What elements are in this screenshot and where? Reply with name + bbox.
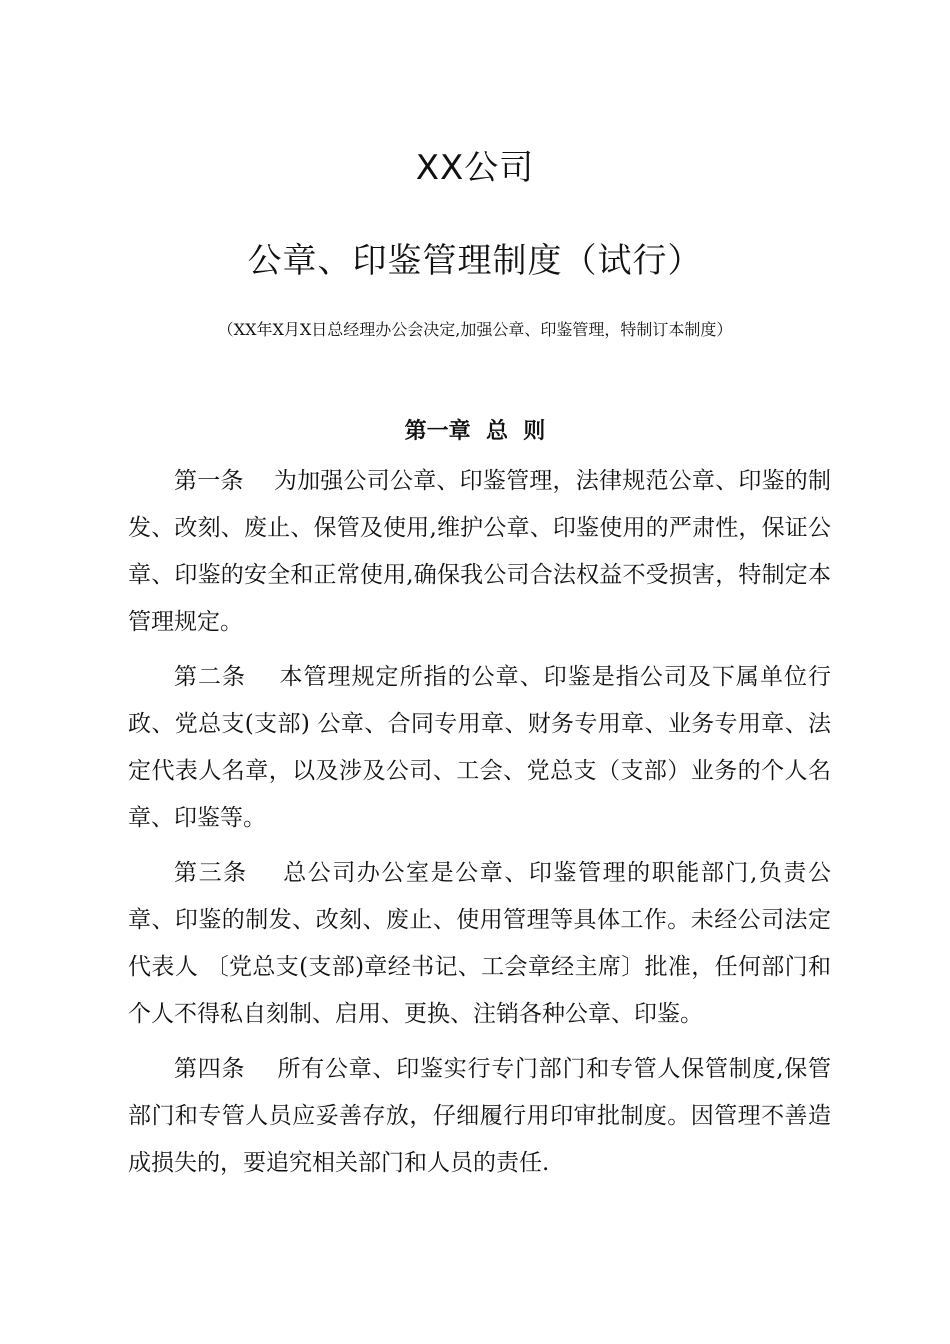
article-text: 总公司办公室是公章、印鉴管理的职能部门,负责公章、印鉴的制发、改刻、废止、使用管理等具体工作。未经公司法定代表人 〔党总支(支部)章经书记、工会章经主席〕批准，任何部门和个人不得私自刻制、启用、更换、注销各种公章、印鉴。	[128, 860, 831, 1027]
article-4	[128, 1046, 831, 1187]
article-3	[128, 850, 831, 1038]
article-label: 第三条	[174, 860, 248, 886]
article-1	[128, 458, 831, 646]
article-label: 第四条	[174, 1056, 246, 1082]
chapter-heading: 第一章 总 则	[404, 418, 546, 444]
document-title: 公章、印鉴管理制度（试行）	[247, 241, 703, 281]
article-2	[128, 654, 831, 842]
article-text: 为加强公司公章、印鉴管理，法律规范公章、印鉴的制发、改刻、废止、保管及使用,维护公章、印鉴使用的严肃性，保证公章、印鉴的安全和正常使用,确保我公司合法权益不受损害，特制定本管理规定。	[128, 468, 832, 635]
article-text: 本管理规定所指的公章、印鉴是指公司及下属单位行政、党总支(支部) 公章、合同专用章、财务专用章、业务专用章、法定代表人名章，以及涉及公司、工会、党总支（支部）业务的个人名章、印鉴等。	[128, 664, 832, 831]
company-name: XX公司	[415, 148, 535, 188]
document-subtitle: （XX年X月X日总经理办公会决定,加强公章、印鉴管理，特制订本制度）	[217, 320, 733, 339]
article-label: 第一条	[174, 468, 244, 494]
document-body	[128, 458, 831, 1195]
article-label: 第二条	[174, 664, 247, 690]
article-text: 所有公章、印鉴实行专门部门和专管人保管制度,保管部门和专管人员应妥善存放，仔细履行用印审批制度。因管理不善造成损失的，要追究相关部门和人员的责任.	[128, 1056, 832, 1176]
